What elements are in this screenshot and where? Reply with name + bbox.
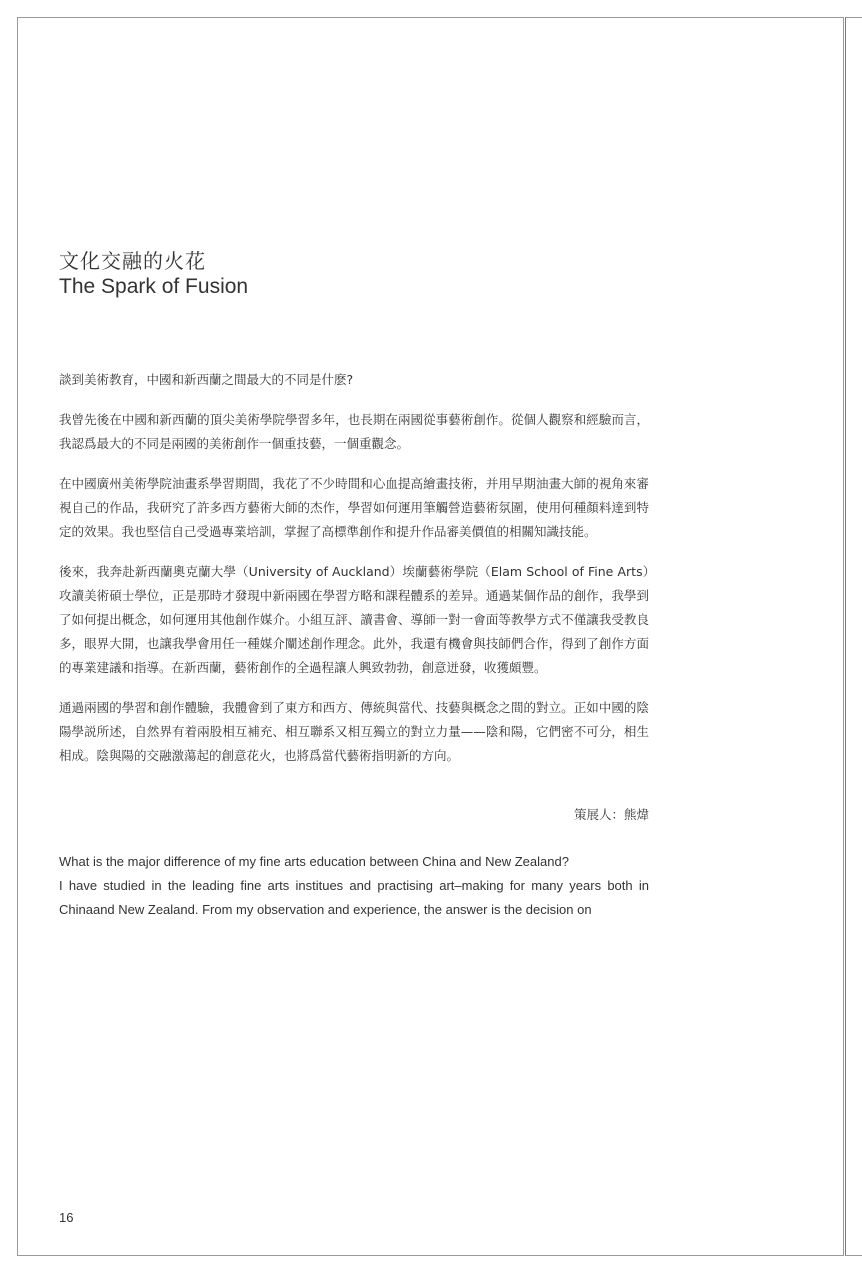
page-number: 16 [59,1210,74,1225]
chinese-body [59,368,649,784]
chinese-paragraph-4: 通過兩國的學習和創作體驗，我體會到了東方和西方、傳統與當代、技藝與概念之間的對立。正如中國的陰陽學説所述，自然界有着兩股相互補充、相互聯系又相互獨立的對立力量——陰和陽，它們密不可分，相生相成。陰與陽的交融激蕩起的創意花火，也將爲當代藝術指明新的方向。 [59,700,649,763]
chinese-paragraph-2: 在中國廣州美術學院油畫系學習期間，我花了不少時間和心血提高繪畫技術，并用早期油畫大師的視角來審視自己的作品，我研究了許多西方藝術大師的杰作，學習如何運用筆觸營造藝術氛圍，使用何種顏料達到特定的效果。我也堅信自己受過專業培訓，掌握了高標準創作和提升作品審美價值的相關知識技能。 [59,476,649,539]
english-question: What is the major difference of my fine arts education between China and New Zealand? [59,854,569,869]
next-page-edge [845,17,862,1256]
chinese-question: 談到美術教育，中國和新西蘭之間最大的不同是什麽? [59,372,354,387]
english-body [59,850,649,922]
page-title-english: The Spark of Fusion [59,275,249,298]
chinese-paragraph-1: 我曾先後在中國和新西蘭的頂尖美術學院學習多年，也長期在兩國從事藝術創作。從個人觀察和經驗而言，我認爲最大的不同是兩國的美術創作一個重技藝，一個重觀念。 [59,412,649,451]
page-title-chinese: 文化交融的火花 [59,249,206,273]
english-paragraph: I have studied in the leading fine arts institues and practising art–making for many years both in Chinaand New Zealand. From my observation and experience, the answer is the decision on [59,878,649,917]
curator-signature: 策展人：熊煒 [573,807,649,822]
chinese-paragraph-3: 後來，我奔赴新西蘭奧克蘭大學（University of Auckland）埃蘭藝術學院（Elam School of Fine Arts）攻讀美術碩士學位，正是那時才發現中新兩國在學習方略和課程體系的差异。通過某個作品的創作，我學到了如何提出概念，如何運用其他創作媒介。小組互評、讀書會、導師一對一會面等教學方式不僅讓我受教良多，眼界大開，也讓我學會用任一種媒介闡述創作理念。此外，我還有機會與技師們合作，得到了創作方面的專業建議和指導。在新西蘭，藝術創作的全過程讓人興致勃勃，創意迸發，收獲頗豐。 [59,564,649,675]
